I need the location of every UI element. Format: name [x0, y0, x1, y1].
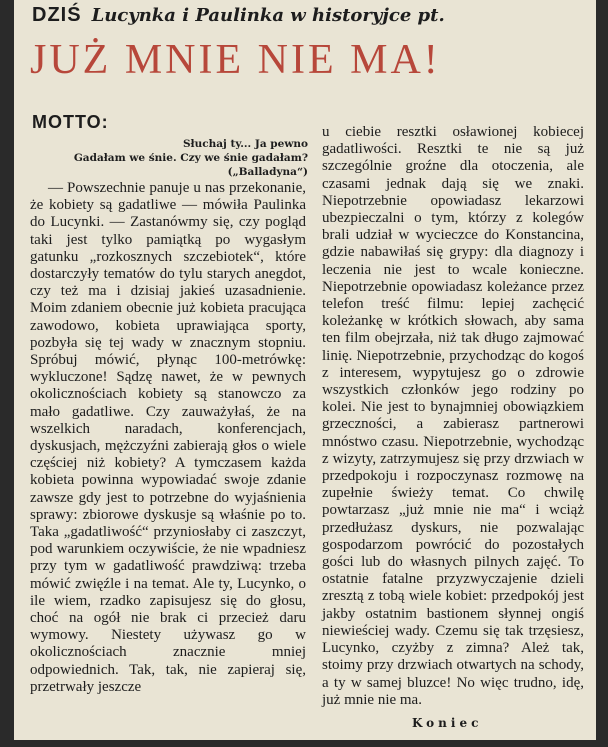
- motto-line: Słuchaj ty... Ja pewno: [182, 138, 308, 150]
- page-title: JUŻ MNIE NIE MA!: [30, 37, 441, 83]
- motto-quote: [28, 137, 308, 179]
- kicker: DZIŚ: [32, 4, 82, 26]
- article-column-right: [322, 124, 584, 709]
- article-paragraph: u ciebie resztki osławionej kobiecej gadatliwości. Resztki te nie są już szczególnie groźne dla otoczenia, ale czasami jednak dają się we znaki. Niepotrzebnie opowiadasz lekarzowi ubezpieczalni o tym, którzy z kolegów brali udział w wycieczce do Konstancina, gdzie nabawiłaś się grypy: dla diagnozy i leczenia nie jest to wcale konieczne. Niepotrzebnie opowiadasz koleżance przez telefon treść filmu: lepiej zachęcić koleżankę w krótkich słowach, aby sama ten film obejrzała, niż tak długo zajmować linię. Niepotrzebnie, przychodząc do kogoś z interesem, wypytujesz go o zdrowie wszystkich członków jego rodziny po kolei. Nie jest to bynajmniej obowiązkiem grzeczności, a zabierasz partnerowi mnóstwo czasu. Niepotrzebnie, wychodząc z wizyty, zatrzymujesz się przy drzwiach w przedpokoju i rozpoczynasz rozmowę na zupełnie świeży temat. Co chwilę powtarzasz „już mnie nie ma“ i wciąż przedłużasz dyskurs, nie pozwalając gospodarzom powrócić do pozostałych gości lub do własnych pilnych zajęć. To ostatnie fatalne przyzwyczajenie dzieli zresztą z tobą wiele kobiet: przedpokój jest jakby ostatnim bastionem słynnej ongiś niewieściej wady. Czemu się tak trzęsiesz, Lucynko, czyżby z zimna? Ależ tak, stoimy przy drzwiach otwartych na schody, a ty w samej bluzce! No więc trudno, idę, już mnie nie ma.: [322, 124, 584, 708]
- newspaper-clipping: [14, 0, 596, 740]
- motto-source: („Balladyna“): [227, 166, 308, 178]
- subtitle: Lucynka i Paulinka w historyjce pt.: [91, 5, 445, 26]
- end-marker: Koniec: [412, 716, 483, 730]
- article-paragraph: — Powszechnie panuje u nas przekonanie, że kobiety są gadatliwe — mówiła Paulinka do Lucynki. — Zastanówmy się, czy pogląd taki jest tylko pamiątką po wygasłym gatunku „rozkosznych szczebiotek“, które dostarczyły tematów do tylu starych anegdot, czy też ma i dzisiaj jakieś uzasadnienie. Moim zdaniem obecnie już kobieta pracująca zawodowo, kobieta uprawiająca sporty, pozbyła się tej wady w znacznym stopniu. Spróbuj mówić, płynąc 100-metrówkę: wykluczone! Sądzę nawet, że w pewnych okolicznościach kobiety są stanowczo za mało gadatliwe. Czy zauważyłaś, że na wszelkich naradach, konferencjach, dyskusjach, mężczyźni zabierają głos o wiele częściej niż kobiety? A tymczasem każda kobieta powinna wypowiadać swoje zdanie zawsze gdy jest to potrzebne do wyjaśnienia sprawy: zbiorowe dyskusje są właśnie po to. Taka „gadatliwość“ przyniosłaby ci zaszczyt, pod warunkiem oczywiście, że nie wpadniesz przy tym w gadatliwość prawdziwą: trzeba mówić zwięźle i na temat. Ale ty, Lucynko, o ile wiem, rzadko zapisujesz się do głosu, choć na ogół nie brak ci przecież daru wymowy. Niestety używasz go w okolicznościach znacznie mniej odpowiednich. Tak, tak, nie zapieraj się, przetrwały jeszcze: [30, 180, 306, 695]
- article-column-left: [30, 180, 306, 696]
- motto-label: MOTTO:: [32, 112, 109, 132]
- motto-line: Gadałam we śnie. Czy we śnie gadałam?: [73, 152, 308, 164]
- header: [32, 4, 586, 34]
